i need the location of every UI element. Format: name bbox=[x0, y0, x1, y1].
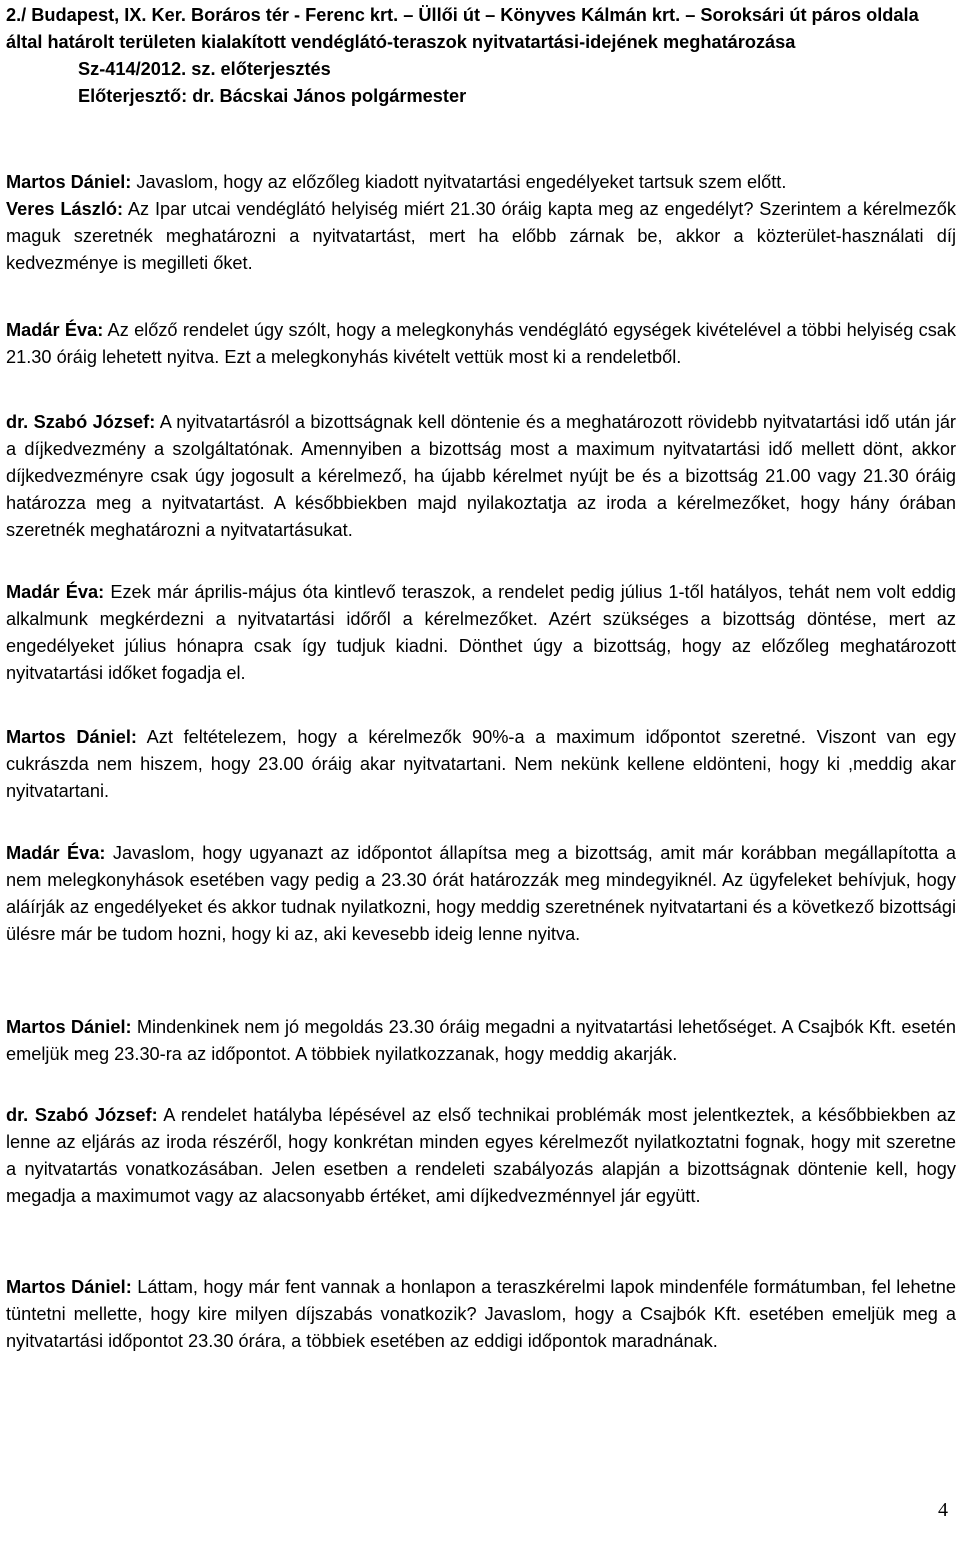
paragraph-9 bbox=[6, 1102, 956, 1210]
agenda-heading bbox=[6, 2, 956, 110]
paragraph-text: Láttam, hogy már fent vannak a honlapon a teraszkérelmi lapok mindenféle formátumban, fel lehetne tüntetni mellette, hogy kire milyen díjszabás vonatkozik? Javaslom, hogy a Csajbók Kft. esetében emeljük meg a nyitvatartási időpontot 23.30 órára, a többiek esetében az eddigi időpontok maradnának. bbox=[6, 1277, 956, 1351]
speaker-name: Martos Dániel: bbox=[6, 1017, 132, 1037]
paragraph-text: Az Ipar utcai vendéglátó helyiség miért 21.30 óráig kapta meg az engedélyt? Szerintem a kérelmezők maguk szeretnék meghatározni a nyitvatartást, mert ha előbb zárnak be, akkor a közterület-használati díj kedvezménye is megilleti őket. bbox=[6, 199, 956, 273]
paragraph-2 bbox=[6, 196, 956, 277]
paragraph-text: Az előző rendelet úgy szólt, hogy a melegkonyhás vendéglátó egységek kivételével a többi helyiség csak 21.30 óráig lehetett nyitva. Ezt a melegkonyhás kivételt vettük most ki a rendeletből. bbox=[6, 320, 956, 367]
paragraph-text: Azt feltételezem, hogy a kérelmezők 90%-a a maximum időpontot szeretné. Viszont van egy cukrászda nem hiszem, hogy 23.00 óráig akar nyitvatartani. Nem nekünk kellene eldönteni, hogy ki ,meddig akar nyitvatartani. bbox=[6, 727, 956, 801]
paragraph-text: Javaslom, hogy ugyanazt az időpontot állapítsa meg a bizottság, amit már korábban megállapította a nem melegkonyhások esetében vagy pedig a 23.30 órát határozzák meg mindegyiknél. Az ügyfeleket behívjuk, hogy aláírják az engedélyeket és akkor tudnak nyilatkozni, hogy meddig szeretnének nyitvatartani és a következő bizottsági ülésre már be tudom hozni, hogy ki az, aki kevesebb ideig lenne nyitva. bbox=[6, 843, 956, 944]
paragraph-5 bbox=[6, 579, 956, 687]
paragraph-6 bbox=[6, 724, 956, 805]
presenter-line: Előterjesztő: dr. Bácskai János polgármester bbox=[78, 86, 467, 106]
speaker-name: Madár Éva: bbox=[6, 843, 106, 863]
paragraph-3 bbox=[6, 317, 956, 371]
paragraph-text: Javaslom, hogy az előzőleg kiadott nyitvatartási engedélyeket tartsuk szem előtt. bbox=[131, 172, 787, 192]
paragraph-text: A nyitvatartásról a bizottságnak kell döntenie és a meghatározott rövidebb nyitvatartási idő után jár a díjkedvezmény a szolgáltatónak. Amennyiben a bizottság most a maximum nyitvatartási idő mellett dönt, akkor díjkedvezményre csak úgy jogosult a kérelmező, ha újabb kérelmet nyújt be és a bizottság 21.00 vagy 21.30 óráig határozza meg a nyitvatartást. A későbbiekben majd nyilakoztatja az iroda a kérelmezőket, hogy hány órában szeretnék meghatározni a nyitvatartásukat. bbox=[6, 412, 956, 540]
paragraph-text: Ezek már április-május óta kintlevő teraszok, a rendelet pedig július 1-től hatályos, tehát nem volt eddig alkalmunk megkérdezni a nyitvatartási időről a kérelmezőket. Azért szükséges a bizottság döntése, mert az engedélyeket július hónapra csak így tudjuk kiadni. Dönthet úgy a bizottság, hogy az előzőleg meghatározott nyitvatartási időket fogadja el. bbox=[6, 582, 956, 683]
paragraph-10 bbox=[6, 1274, 956, 1355]
page-number: 4 bbox=[938, 1499, 948, 1521]
speaker-name: Martos Dániel: bbox=[6, 1277, 132, 1297]
paragraph-7 bbox=[6, 840, 956, 948]
paragraph-text: Mindenkinek nem jó megoldás 23.30 óráig megadni a nyitvatartási lehetőséget. A Csajbók Kft. esetén emeljük meg 23.30-ra az időpontot. A többiek nyilatkozzanak, hogy meddig akarják. bbox=[6, 1017, 956, 1064]
paragraph-8 bbox=[6, 1014, 956, 1068]
proposal-reference: Sz-414/2012. sz. előterjesztés bbox=[78, 59, 331, 79]
paragraph-text: A rendelet hatályba lépésével az első technikai problémák most jelentkeztek, a későbbiekben az lenne az eljárás az iroda részéről, hogy konkrétan minden egyes kérelmezőt nyilatkoztatni fognak, hogy mit szeretne a nyitvatartás vonatkozásában. Jelen esetben a rendeleti szabályozás alapján a bizottságnak döntenie kell, hogy megadja a maximumot vagy az alacsonyabb értéket, ami díjkedvezménnyel jár együtt. bbox=[6, 1105, 956, 1206]
speaker-name: Madár Éva: bbox=[6, 582, 105, 602]
speaker-name: dr. Szabó József: bbox=[6, 1105, 158, 1125]
agenda-title: 2./ Budapest, IX. Ker. Boráros tér - Ferenc krt. – Üllői út – Könyves Kálmán krt. – Soroksári út páros oldala által határolt területen kialakított vendéglátó-teraszok nyitvatartási-idejének meghatározása bbox=[6, 5, 919, 52]
paragraph-1 bbox=[6, 169, 956, 196]
speaker-name: Madár Éva: bbox=[6, 320, 104, 340]
speaker-name: Martos Dániel: bbox=[6, 727, 137, 747]
speaker-name: Martos Dániel: bbox=[6, 172, 132, 192]
speaker-name: Veres László: bbox=[6, 199, 124, 219]
paragraph-4 bbox=[6, 409, 956, 544]
speaker-name: dr. Szabó József: bbox=[6, 412, 156, 432]
